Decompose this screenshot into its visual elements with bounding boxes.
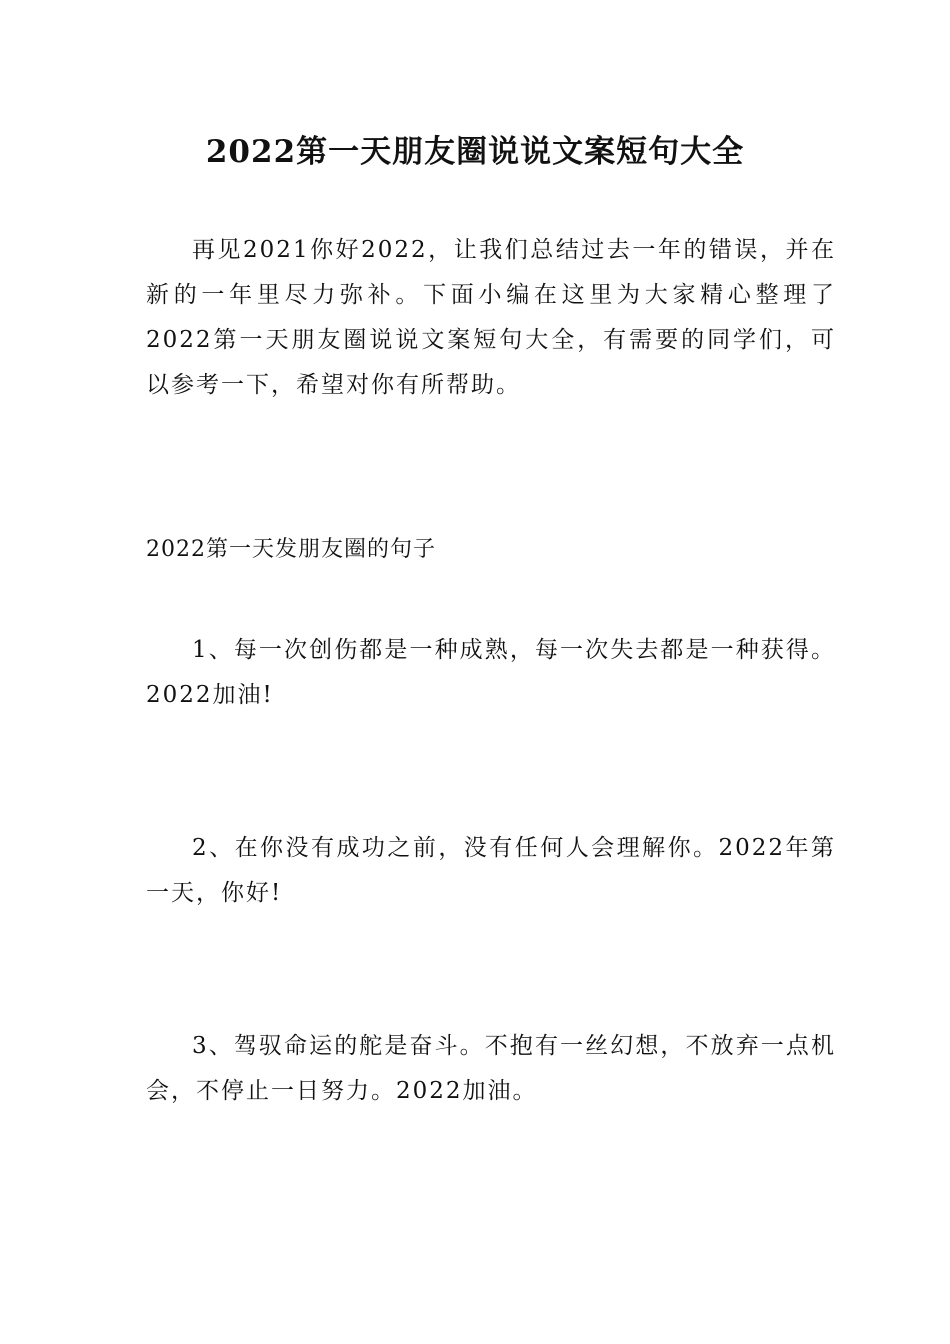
list-item-3: 3、驾驭命运的舵是奋斗。不抱有一丝幻想，不放弃一点机会，不停止一日努力。2022加油。 [146, 1033, 836, 1104]
list-item-1: 1、每一次创伤都是一种成熟，每一次失去都是一种获得。2022加油! [146, 637, 836, 708]
section-heading: 2022第一天发朋友圈的句子 [146, 537, 436, 562]
list-item-2: 2、在你没有成功之前，没有任何人会理解你。2022年第一天，你好! [146, 835, 836, 906]
document-title: 2022第一天朋友圈说说文案短句大全 [205, 134, 745, 170]
intro-paragraph: 再见2021你好2022，让我们总结过去一年的错误，并在新的一年里尽力弥补。下面小编在这里为大家精心整理了2022第一天朋友圈说说文案短句大全，有需要的同学们，可以参考一下，希望对你有所帮助。 [146, 237, 836, 398]
